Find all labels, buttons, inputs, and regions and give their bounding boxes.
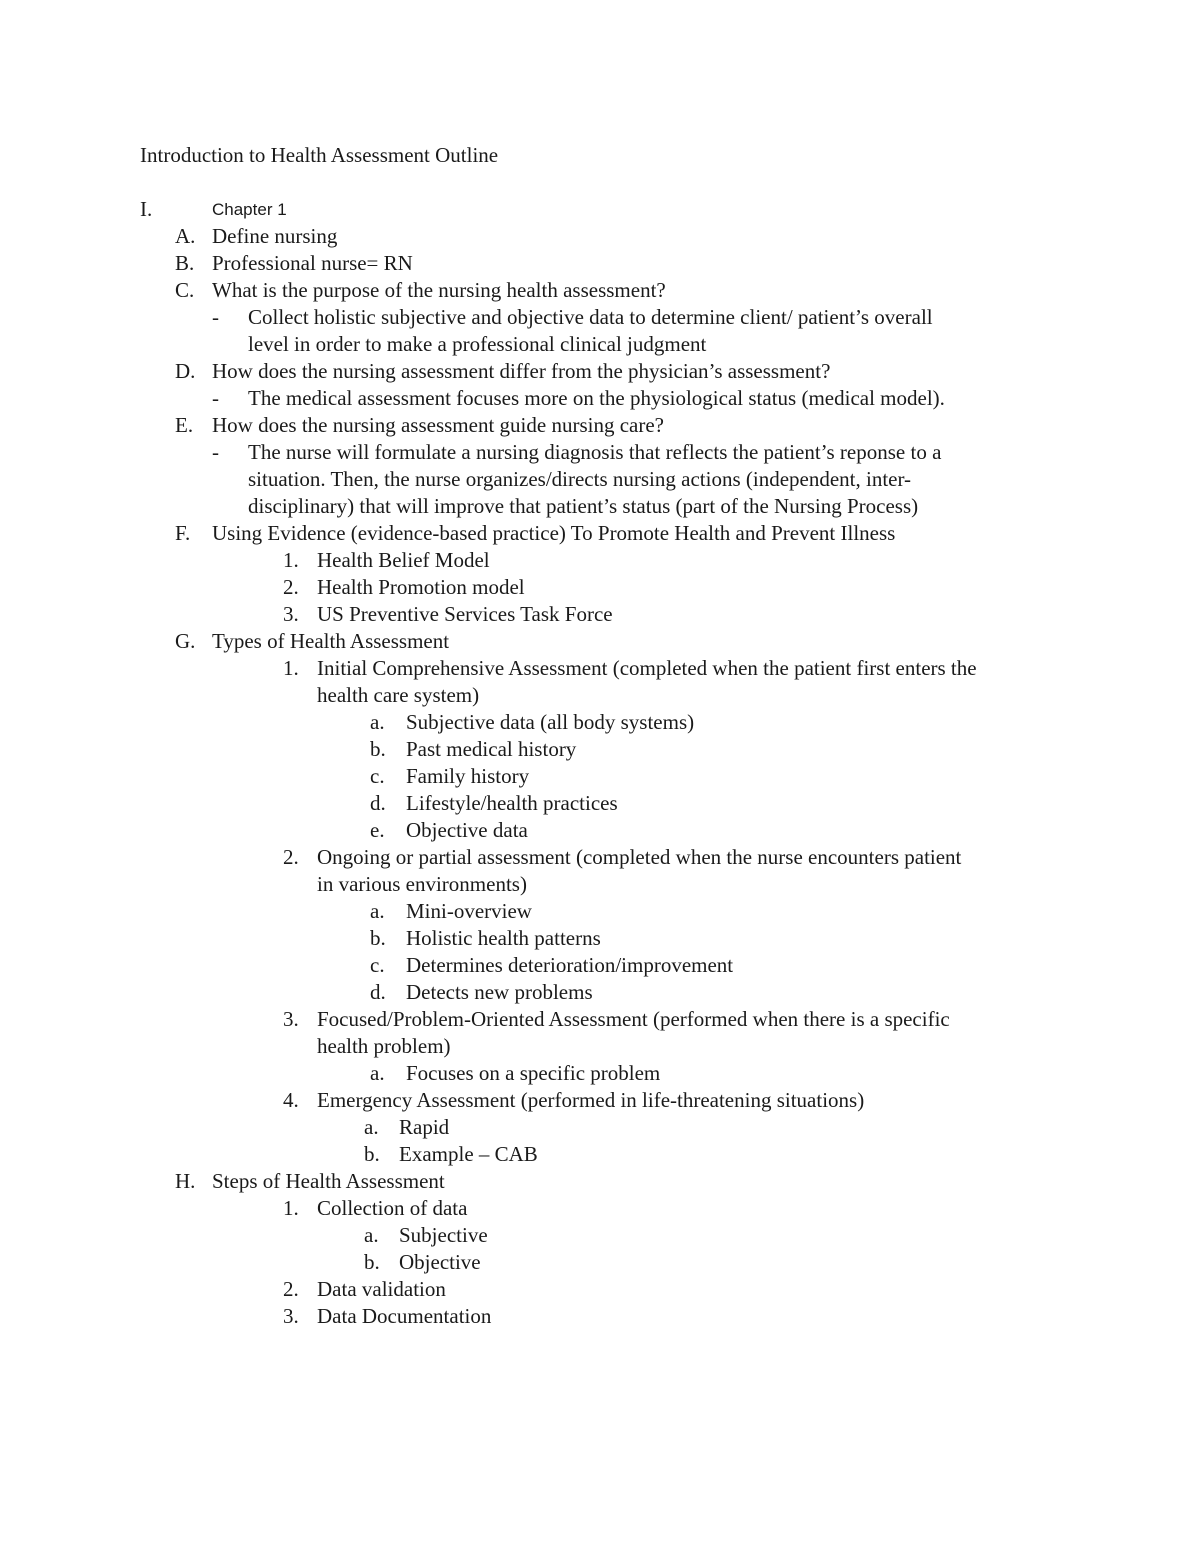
- item-marker: E.: [175, 413, 194, 437]
- letter-marker: c.: [370, 764, 385, 788]
- lettered-item: [0, 763, 1200, 790]
- bullet-item: [0, 385, 1200, 412]
- bullet-item: [0, 439, 1200, 466]
- lettered-text: Example – CAB: [399, 1142, 538, 1166]
- item-text: Define nursing: [212, 224, 338, 248]
- bullet-text: situation. Then, the nurse organizes/directs nursing actions (independent, inter-: [248, 467, 912, 491]
- numbered-item: [0, 1276, 1200, 1303]
- lettered-item: [0, 979, 1200, 1006]
- outline-item: [0, 223, 1200, 250]
- item-marker: G.: [175, 629, 196, 653]
- lettered-text: Family history: [406, 764, 530, 788]
- number-marker: 1.: [283, 656, 299, 680]
- bullet-text: The medical assessment focuses more on the physiological status (medical model).: [248, 386, 945, 410]
- numbered-item-continued: [0, 871, 1200, 898]
- numbered-text: Emergency Assessment (performed in life-threatening situations): [317, 1088, 865, 1112]
- outline-item: [0, 277, 1200, 304]
- lettered-text: Past medical history: [406, 737, 577, 761]
- numbered-text: Collection of data: [317, 1196, 468, 1220]
- letter-marker: b.: [370, 737, 386, 761]
- numbered-item: [0, 655, 1200, 682]
- lettered-item: [0, 952, 1200, 979]
- numbered-text: Initial Comprehensive Assessment (completed when the patient first enters the: [317, 656, 977, 680]
- letter-marker: a.: [370, 899, 385, 923]
- lettered-text: Rapid: [399, 1115, 450, 1139]
- letter-marker: a.: [370, 1061, 385, 1085]
- document-title: Introduction to Health Assessment Outline: [140, 143, 499, 167]
- number-marker: 2.: [283, 1277, 299, 1301]
- number-marker: 2.: [283, 575, 299, 599]
- number-marker: 3.: [283, 602, 299, 626]
- item-text: How does the nursing assessment differ from the physician’s assessment?: [212, 359, 831, 383]
- item-marker: A.: [175, 224, 196, 248]
- dash-marker: -: [212, 305, 219, 329]
- numbered-item-continued: [0, 682, 1200, 709]
- outline-item: [0, 412, 1200, 439]
- bullet-text: level in order to make a professional clinical judgment: [248, 332, 707, 356]
- numbered-item: [0, 574, 1200, 601]
- lettered-item: [0, 790, 1200, 817]
- item-text: What is the purpose of the nursing health assessment?: [212, 278, 666, 302]
- lettered-text: Lifestyle/health practices: [406, 791, 618, 815]
- roman-marker: I.: [140, 197, 153, 221]
- bullet-item: [0, 304, 1200, 331]
- dash-marker: -: [212, 386, 219, 410]
- letter-marker: c.: [370, 953, 385, 977]
- item-marker: D.: [175, 359, 196, 383]
- lettered-text: Holistic health patterns: [406, 926, 601, 950]
- numbered-text: Ongoing or partial assessment (completed when the nurse encounters patient: [317, 845, 962, 869]
- outline-item: [0, 1168, 1200, 1195]
- item-text: Professional nurse= RN: [212, 251, 413, 275]
- number-marker: 3.: [283, 1007, 299, 1031]
- numbered-text: Data validation: [317, 1277, 446, 1301]
- letter-marker: e.: [370, 818, 385, 842]
- numbered-item: [0, 547, 1200, 574]
- numbered-item: [0, 1087, 1200, 1114]
- number-marker: 1.: [283, 548, 299, 572]
- item-marker: C.: [175, 278, 195, 302]
- outline-chapter: [0, 196, 1200, 223]
- lettered-text: Mini-overview: [406, 899, 532, 923]
- letter-marker: a.: [370, 710, 385, 734]
- numbered-item: [0, 1006, 1200, 1033]
- lettered-text: Detects new problems: [406, 980, 593, 1004]
- number-marker: 2.: [283, 845, 299, 869]
- item-marker: F.: [175, 521, 191, 545]
- outline-item: [0, 520, 1200, 547]
- lettered-item: [0, 1114, 1200, 1141]
- lettered-text: Objective data: [406, 818, 528, 842]
- bullet-item-continued: [0, 493, 1200, 520]
- bullet-text: Collect holistic subjective and objective data to determine client/ patient’s overall: [248, 305, 933, 329]
- numbered-text: US Preventive Services Task Force: [317, 602, 613, 626]
- numbered-item: [0, 1303, 1200, 1330]
- outline-item: [0, 358, 1200, 385]
- outline-item: [0, 628, 1200, 655]
- numbered-text: Health Promotion model: [317, 575, 525, 599]
- lettered-item: [0, 1222, 1200, 1249]
- numbered-text: Data Documentation: [317, 1304, 492, 1328]
- number-marker: 4.: [283, 1088, 299, 1112]
- lettered-text: Subjective data (all body systems): [406, 710, 695, 734]
- numbered-text: Focused/Problem-Oriented Assessment (performed when there is a specific: [317, 1007, 950, 1031]
- bullet-item-continued: [0, 466, 1200, 493]
- chapter-heading: Chapter 1: [212, 200, 287, 219]
- lettered-item: [0, 898, 1200, 925]
- lettered-text: Objective: [399, 1250, 481, 1274]
- item-text: Types of Health Assessment: [212, 629, 450, 653]
- numbered-text: health problem): [317, 1034, 451, 1058]
- number-marker: 3.: [283, 1304, 299, 1328]
- lettered-item: [0, 1249, 1200, 1276]
- lettered-text: Subjective: [399, 1223, 488, 1247]
- numbered-item: [0, 1195, 1200, 1222]
- lettered-text: Focuses on a specific problem: [406, 1061, 661, 1085]
- outline-item: [0, 250, 1200, 277]
- item-marker: H.: [175, 1169, 196, 1193]
- number-marker: 1.: [283, 1196, 299, 1220]
- numbered-item-continued: [0, 1033, 1200, 1060]
- numbered-text: health care system): [317, 683, 480, 707]
- letter-marker: b.: [364, 1250, 380, 1274]
- bullet-text: The nurse will formulate a nursing diagnosis that reflects the patient’s reponse to a: [248, 440, 942, 464]
- lettered-item: [0, 1060, 1200, 1087]
- item-text: How does the nursing assessment guide nursing care?: [212, 413, 664, 437]
- lettered-item: [0, 709, 1200, 736]
- lettered-item: [0, 736, 1200, 763]
- item-text: Steps of Health Assessment: [212, 1169, 445, 1193]
- letter-marker: a.: [364, 1115, 379, 1139]
- letter-marker: d.: [370, 980, 386, 1004]
- outline: [0, 196, 1200, 1330]
- bullet-text: disciplinary) that will improve that patient’s status (part of the Nursing Process): [248, 494, 919, 518]
- lettered-item: [0, 1141, 1200, 1168]
- letter-marker: b.: [370, 926, 386, 950]
- letter-marker: b.: [364, 1142, 380, 1166]
- numbered-item: [0, 601, 1200, 628]
- numbered-text: in various environments): [317, 872, 527, 896]
- lettered-text: Determines deterioration/improvement: [406, 953, 734, 977]
- item-text: Using Evidence (evidence-based practice) To Promote Health and Prevent Illness: [212, 521, 896, 545]
- numbered-text: Health Belief Model: [317, 548, 490, 572]
- lettered-item: [0, 817, 1200, 844]
- item-marker: B.: [175, 251, 195, 275]
- dash-marker: -: [212, 440, 219, 464]
- numbered-item: [0, 844, 1200, 871]
- bullet-item-continued: [0, 331, 1200, 358]
- letter-marker: d.: [370, 791, 386, 815]
- lettered-item: [0, 925, 1200, 952]
- letter-marker: a.: [364, 1223, 379, 1247]
